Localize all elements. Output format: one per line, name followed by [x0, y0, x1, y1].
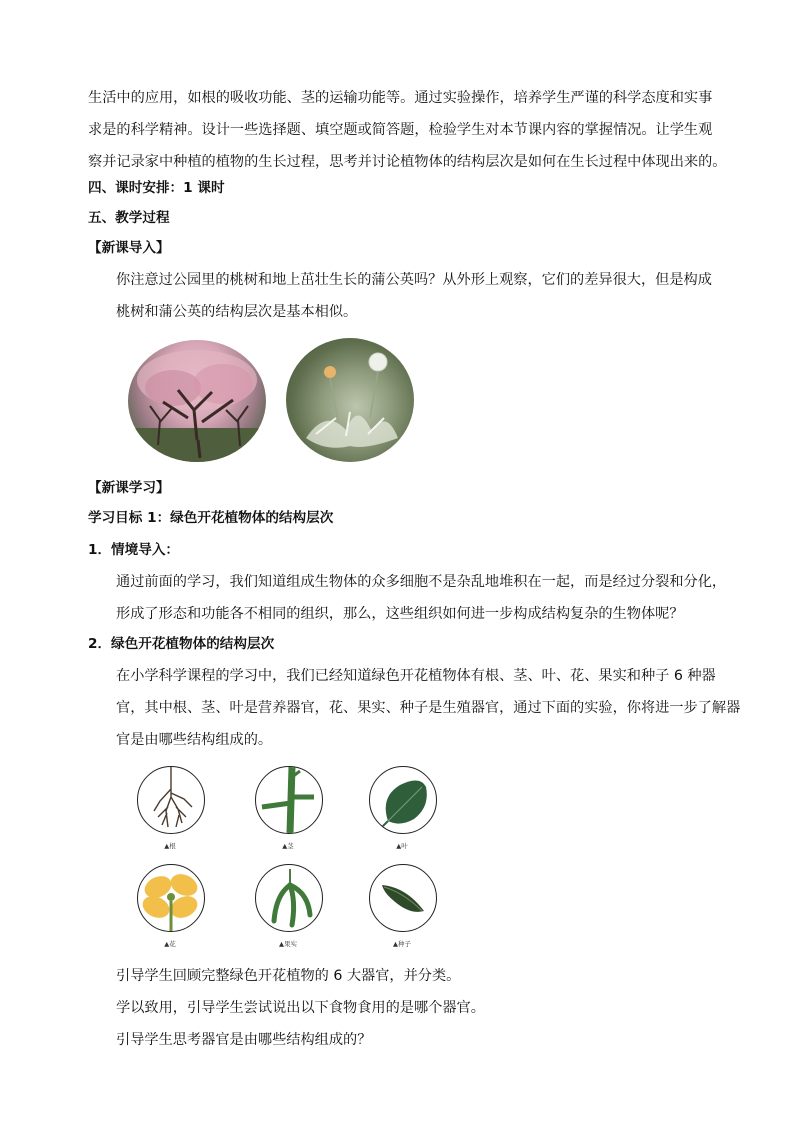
organ-caption: ▲根: [164, 842, 176, 850]
root-icon: [137, 766, 205, 834]
item-2-line: 在小学科学课程的学习中，我们已经知道绿色开花植物体有根、茎、叶、花、果实和种子 6 种器: [116, 668, 716, 684]
organ-seed: [350, 864, 450, 956]
item-1-line: 通过前面的学习，我们知道组成生物体的众多细胞不是杂乱地堆积在一起，而是经过分裂和分化，: [116, 574, 727, 590]
intro-line: 生活中的应用，如根的吸收功能、茎的运输功能等。通过实验操作，培养学生严谨的科学态度和实事: [88, 90, 713, 106]
guide-text: 引导学生思考器官是由哪些结构组成的？: [116, 1032, 372, 1048]
guide-line-1: [88, 960, 716, 992]
guide-line-2: [88, 992, 716, 1024]
seed-icon: [369, 864, 437, 932]
item-2-heading: 2．绿色开花植物体的结构层次: [88, 636, 275, 652]
organ-root: [118, 766, 218, 858]
intro-line: 察并记录家中种植的植物的生长过程，思考并讨论植物体的结构层次是如何在生长过程中体现出来的。: [88, 154, 727, 170]
leaf-icon: [369, 766, 437, 834]
plant-photos: [118, 328, 418, 466]
new-lesson-intro-heading: 【新课导入】: [88, 240, 170, 256]
new-intro-line: 你注意过公园里的桃树和地上茁壮生长的蒲公英吗？从外形上观察，它们的差异很大，但是构成: [116, 272, 712, 288]
peach-tree-photo: [128, 340, 266, 462]
section-4-heading: 四、课时安排：1 课时: [88, 180, 225, 196]
organ-leaf: [350, 766, 450, 858]
organ-caption: ▲果实: [279, 940, 297, 948]
item-1-paragraph: [88, 566, 727, 630]
dandelion-photo: [286, 338, 414, 462]
flower-icon: [137, 864, 205, 932]
intro-paragraph: [88, 82, 727, 178]
new-lesson-intro-paragraph: [88, 264, 716, 328]
guide-text: 学以致用，引导学生尝试说出以下食物食用的是哪个器官。: [116, 1000, 485, 1016]
guide-text: 引导学生回顾完整绿色开花植物的 6 大器官，并分类。: [116, 968, 461, 984]
learning-goal-1: 学习目标 1：绿色开花植物体的结构层次: [88, 510, 334, 526]
new-lesson-study-heading: 【新课学习】: [88, 480, 170, 496]
section-5-heading: 五、教学过程: [88, 210, 170, 226]
plant-organs-figure: [118, 760, 438, 954]
item-2-paragraph: [88, 660, 741, 756]
organ-stem: [236, 766, 336, 858]
organ-fruit: [236, 864, 336, 956]
stem-icon: [255, 766, 323, 834]
organ-caption: ▲叶: [396, 842, 408, 850]
fruit-icon: [255, 864, 323, 932]
item-2-line: 官是由哪些结构组成的。: [116, 732, 273, 748]
organ-caption: ▲花: [164, 940, 176, 948]
item-1-line: 形成了形态和功能各不相同的组织，那么，这些组织如何进一步构成结构复杂的生物体呢？: [116, 606, 684, 622]
organ-flower: [118, 864, 218, 956]
item-1-heading: 1．情境导入：: [88, 542, 180, 558]
organ-caption: ▲茎: [282, 842, 294, 850]
intro-line: 求是的科学精神。设计一些选择题、填空题或简答题，检验学生对本节课内容的掌握情况。让学生观: [88, 122, 713, 138]
organ-caption: ▲种子: [393, 940, 411, 948]
guide-line-3: [88, 1024, 716, 1056]
new-intro-line: 桃树和蒲公英的结构层次是基本相似。: [116, 304, 358, 320]
item-2-line: 官，其中根、茎、叶是营养器官，花、果实、种子是生殖器官，通过下面的实验，你将进一步了解器: [116, 700, 741, 716]
